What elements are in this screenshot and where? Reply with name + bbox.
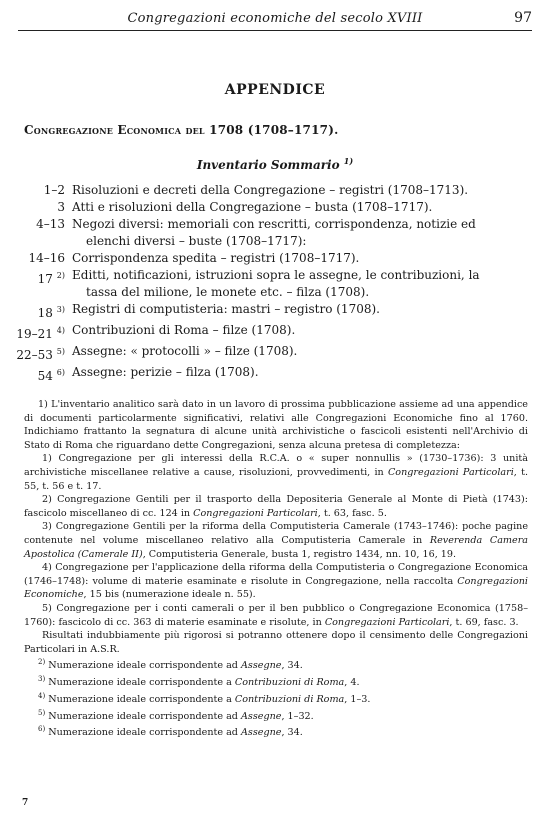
inventory-subtitle [0, 156, 550, 172]
short-footnote [24, 656, 528, 673]
running-title: Congregazioni economiche del secolo XVIII [127, 11, 423, 26]
inventory-description [72, 267, 534, 301]
inventory-row [14, 250, 534, 267]
inventory-number: 54 $^{6)}$ [37, 368, 65, 383]
signature-mark: 7 [22, 798, 29, 808]
footnote-number: 2) [38, 658, 46, 667]
inventory-row [14, 364, 534, 385]
inventory-number: 3 [57, 200, 65, 214]
short-footnote [24, 707, 528, 724]
footnote-number: 5) [38, 708, 46, 717]
footnote-text: , Computisteria Generale, busta 1, registro 1434, nn. 10, 16, 19. [142, 548, 457, 560]
inventory-number: 14–16 [28, 251, 65, 265]
appendix-title: APPENDICE [224, 82, 326, 98]
footnote-text: , t. 55, t. 56 e t. 17. [24, 466, 528, 492]
inventory-description [72, 301, 534, 318]
inventory-description [72, 216, 534, 250]
italic-reference: Congregazioni Particolari [324, 616, 450, 628]
italic-reference: Assegne [241, 660, 282, 672]
footnote-main: 1) L'inventario analitico sarà dato in un lavoro di prossima pubblicazione assieme ad una appendice di documenti particolarmente significativi, relativi alle Congregazioni Economiche fino al 1760. Indichiamo frattanto la segnatura di alcune unità archivistiche o fascicoli esistenti nell'Archivio di Stato di Roma che riguardano dette Congregazioni, senza alcuna pretesa di completezza: [24, 399, 528, 451]
footnote-text: 2) Congregazione Gentili per il trasporto della Depositeria Generale al Monte di Pietà (1743): fascicolo miscellaneo di cc. 124 in [24, 494, 528, 519]
footnote-number: 6) [38, 725, 46, 734]
footnote-item [24, 520, 528, 561]
short-footnote [24, 723, 528, 740]
footnote-text: , 34. [281, 660, 303, 672]
footnote-text: Numerazione ideale corrispondente ad [45, 660, 241, 672]
footnote-text: 3) Congregazione Gentili per la riforma della Computisteria Camerale (1743–1746): poche pagine contenute nel volume miscellaneo relativo alla Computisteria Camerale in [24, 521, 528, 546]
inventory-description [72, 182, 534, 199]
footnote-item [24, 493, 528, 520]
footnote-item [24, 452, 528, 493]
inventory-line: Corrispondenza spedita – registri (1708–1717). [72, 251, 360, 265]
inventory-number: 4–13 [36, 217, 65, 231]
inventory-line: Atti e risoluzioni della Congregazione – busta (1708–1717). [72, 200, 433, 214]
footnote-text: Numerazione ideale corrispondente ad [45, 727, 241, 739]
inventory-line: Assegne: perizie – filza (1708). [72, 365, 259, 379]
footnote-text: 5) Congregazione per i conti camerali o per il ben pubblico o Congregazione Economica (1758–1760): fascicolo di cc. 363 di materie esaminate e risolute, in [24, 602, 528, 628]
footnote-text: , 1–3. [344, 694, 371, 706]
italic-reference: Contribuzioni di Roma [234, 677, 345, 689]
inventory-row [14, 322, 534, 343]
footnote-text: , t. 69, fasc. 3. [449, 616, 519, 628]
footnote-ref: 4) [56, 326, 65, 335]
italic-reference: Congregazioni Particolari [387, 466, 514, 478]
inventory-line: Registri di computisteria: mastri – registro (1708). [72, 302, 380, 316]
inventory-row [14, 182, 534, 199]
footnote-ref: 3) [56, 305, 65, 314]
footnote-item [24, 602, 528, 629]
inventory-description [72, 343, 534, 360]
inventory-number: 22–53 $^{5)}$ [16, 347, 65, 362]
footnote-text: 1) Congregazione per gli interessi della R.C.A. o « super nonnullis » (1730–1736): 3 unità archivistiche miscellanee relative a cause, risoluzioni, provvedimenti, in [24, 453, 528, 478]
footnotes [24, 398, 528, 740]
footnote-text: , 34. [281, 727, 303, 739]
inventory-description [72, 322, 534, 339]
footnote-text: , 1–32. [281, 710, 314, 722]
inventory-row [14, 216, 534, 250]
inventory-row [14, 301, 534, 322]
inventory-line: Assegne: « protocolli » – filze (1708). [72, 344, 298, 358]
footnote-items [24, 452, 528, 629]
footnote-text: , t. 63, fasc. 5. [317, 507, 387, 519]
footnote-number: 4) [38, 691, 46, 700]
inventory-number: 19–21 $^{4)}$ [16, 326, 65, 341]
inventory-line: Contribuzioni di Roma – filze (1708). [72, 323, 296, 337]
footnote-ref: 5) [56, 347, 65, 356]
inventory-number: 18 $^{3)}$ [37, 305, 65, 320]
running-header [18, 8, 532, 31]
footnote-text: , 4. [344, 677, 360, 689]
inventory-row [14, 267, 534, 301]
italic-reference: Congregazioni Particolari [193, 507, 318, 519]
footnote-text: Numerazione ideale corrispondente ad [45, 710, 241, 722]
inventory-number: 1–2 [43, 183, 65, 197]
inventory-row [14, 343, 534, 364]
footnote-number: 3) [38, 675, 46, 684]
inventory-list [14, 182, 534, 385]
inventory-row [14, 199, 534, 216]
footnote-text: Numerazione ideale corrispondente a [45, 694, 235, 706]
footnote-item [24, 561, 528, 602]
footnote-closing: Risultati indubbiamente più rigorosi si potranno ottenere dopo il censimento delle Congregazioni Particolari in A.S.R. [24, 630, 528, 655]
italic-reference: Assegne [241, 727, 282, 739]
inventory-description [72, 364, 534, 381]
inventory-line: elenchi diversi – buste (1708–1717): [86, 234, 307, 248]
footnote-ref: 1) [343, 156, 354, 166]
inventory-description [72, 250, 534, 267]
footnote-short-notes [24, 656, 528, 740]
short-footnote [24, 690, 528, 707]
italic-reference: Assegne [241, 710, 282, 722]
footnote-ref: 6) [56, 368, 65, 377]
footnote-text: , 15 bis (numerazione ideale n. 55). [83, 589, 256, 601]
footnote-text: 4) Congregazione per l'applicazione della riforma della Computisteria o Congregazione Economica (1746–1748): volume di materie esaminate e risolute in Congregazione, nella raccolta [24, 562, 528, 587]
inventory-line: Editti, notificazioni, istruzioni sopra le assegne, le contribuzioni, la [72, 268, 480, 282]
inventory-line: tassa del milione, le monete etc. – filza (1708). [86, 285, 370, 299]
inventory-title: Inventario Sommario [196, 158, 340, 172]
page-number: 97 [514, 10, 532, 26]
italic-reference: Congregazioni Economiche [24, 575, 528, 601]
short-footnote [24, 673, 528, 690]
footnote-ref: 2) [56, 271, 65, 280]
footnote-text: Numerazione ideale corrispondente a [45, 677, 235, 689]
italic-reference: Contribuzioni di Roma [234, 694, 345, 706]
inventory-line: Negozi diversi: memoriali con rescritti, corrispondenza, notizie ed [72, 217, 476, 231]
inventory-number: 17 $^{2)}$ [37, 271, 65, 286]
inventory-description [72, 199, 534, 216]
italic-reference: Reverenda Camera Apostolica (Camerale II) [24, 534, 529, 560]
inventory-line: Risoluzioni e decreti della Congregazione – registri (1708–1713). [72, 183, 469, 197]
section-heading: Congregazione Economica del 1708 (1708–1717). [24, 123, 339, 137]
